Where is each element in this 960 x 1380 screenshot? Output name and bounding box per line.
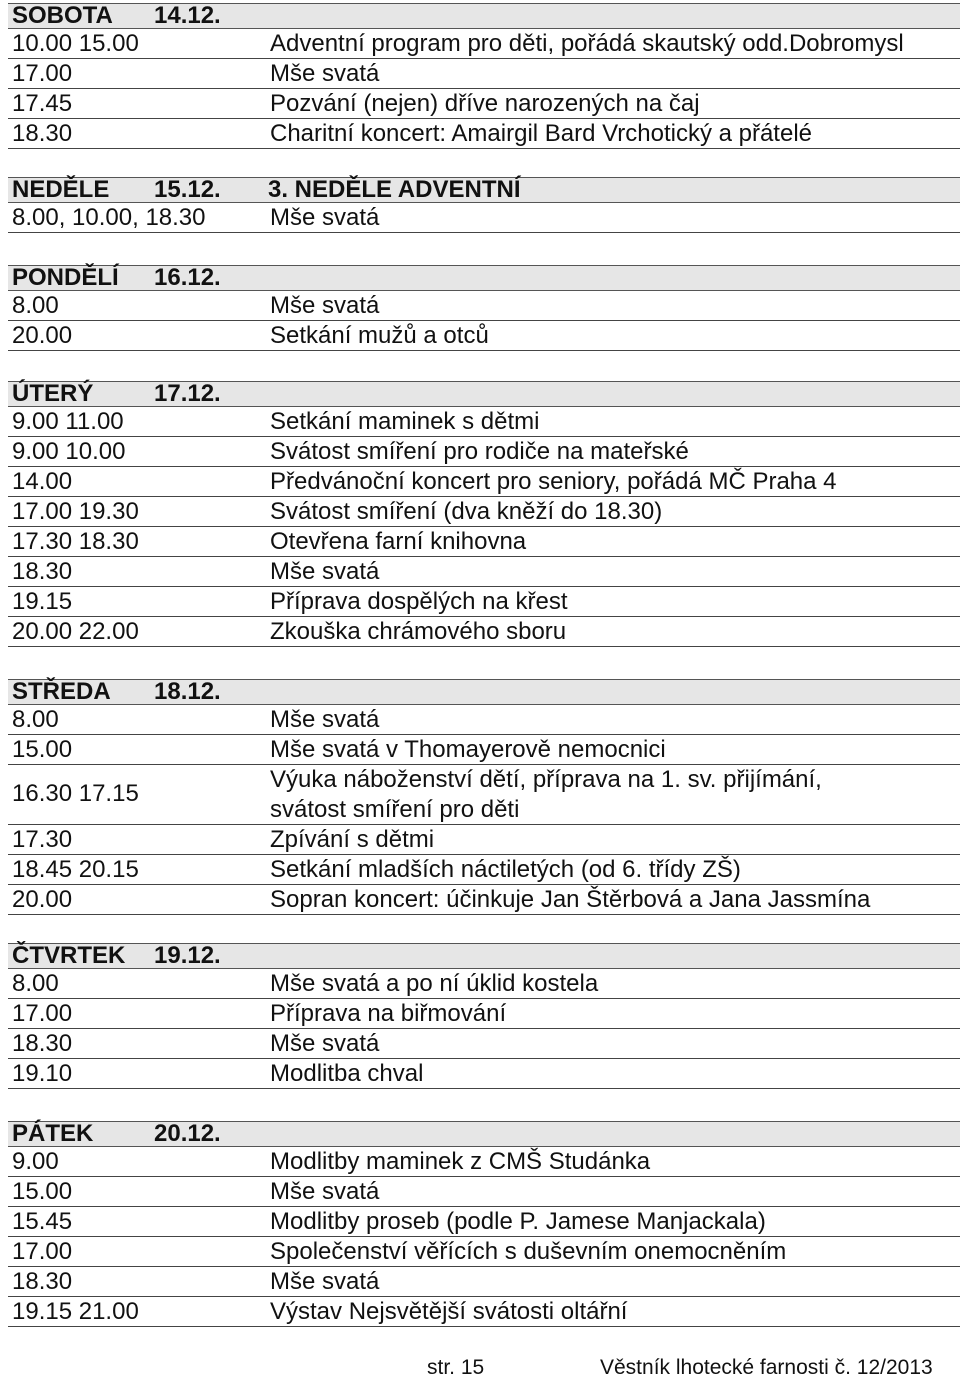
event-title: Výstav Nejsvětější svátosti oltářní [270, 1298, 628, 1325]
schedule-row [8, 1267, 960, 1297]
day-date: 19.12. [154, 942, 221, 969]
schedule-row [8, 1147, 960, 1177]
event-time: 17.30 [12, 826, 73, 853]
schedule-row [8, 321, 960, 351]
schedule-row [8, 825, 960, 855]
day-name: ČTVRTEK [12, 942, 126, 969]
event-title: Setkání mladších náctiletých (od 6. třídy ZŠ) [270, 856, 741, 883]
schedule-row [8, 527, 960, 557]
event-time: 14.00 [12, 468, 73, 495]
event-title: Modlitby maminek z CMŠ Studánka [270, 1148, 651, 1175]
event-title: Mše svatá v Thomayerově nemocnici [270, 736, 666, 763]
schedule-row [8, 497, 960, 527]
schedule-row [8, 437, 960, 467]
day-header [8, 265, 960, 291]
event-title: Setkání maminek s dětmi [270, 408, 540, 435]
day-section-tuesday [8, 381, 960, 647]
day-date: 16.12. [154, 264, 221, 291]
event-title: Mše svatá [270, 60, 380, 87]
schedule-row [8, 765, 960, 825]
event-title: Zpívání s dětmi [270, 826, 435, 853]
day-date: 14.12. [154, 2, 221, 29]
event-time: 15.00 [12, 736, 73, 763]
event-time: 18.30 [12, 1268, 73, 1295]
schedule-row [8, 59, 960, 89]
schedule-row [8, 467, 960, 497]
day-section-sunday [8, 177, 960, 233]
schedule-row [8, 1029, 960, 1059]
day-header [8, 679, 960, 705]
schedule-row [8, 1297, 960, 1327]
event-time: 19.15 [12, 588, 73, 615]
day-date: 15.12. [154, 176, 221, 203]
event-title: Mše svatá [270, 1178, 380, 1205]
event-time: 17.00 [12, 60, 73, 87]
event-time: 20.00 [12, 322, 73, 349]
schedule-row [8, 119, 960, 149]
event-time: 19.15 21.00 [12, 1298, 139, 1325]
page-number: str. 15 [427, 1356, 485, 1379]
event-time: 20.00 22.00 [12, 618, 139, 645]
day-name: STŘEDA [12, 678, 111, 705]
schedule-row [8, 969, 960, 999]
event-time: 18.30 [12, 120, 73, 147]
event-time: 15.00 [12, 1178, 73, 1205]
event-title: Charitní koncert: Amairgil Bard Vrchotický a přátelé [270, 120, 813, 147]
event-time: 17.00 [12, 1000, 73, 1027]
day-section-thursday [8, 943, 960, 1089]
event-time: 8.00 [12, 706, 59, 733]
journal-title: Věstník lhotecké farnosti č. 12/2013 [600, 1356, 933, 1379]
event-title: Mše svatá a po ní úklid kostela [270, 970, 599, 997]
event-title: Adventní program pro děti, pořádá skautský odd.Dobromysl [270, 30, 904, 57]
event-title: Svátost smíření (dva kněží do 18.30) [270, 498, 663, 525]
event-title [270, 765, 822, 825]
event-title: Modlitba chval [270, 1060, 424, 1087]
event-title: Mše svatá [270, 558, 380, 585]
day-section-wednesday [8, 679, 960, 915]
event-title: Mše svatá [270, 1030, 380, 1057]
schedule-row [8, 617, 960, 647]
schedule-row [8, 587, 960, 617]
event-title: Mše svatá [270, 706, 380, 733]
event-time: 17.45 [12, 90, 73, 117]
schedule-row [8, 291, 960, 321]
schedule-row [8, 1207, 960, 1237]
schedule-row [8, 203, 960, 233]
schedule-row [8, 89, 960, 119]
day-header [8, 943, 960, 969]
event-title: Příprava dospělých na křest [270, 588, 568, 615]
event-time: 17.30 18.30 [12, 528, 139, 555]
event-title: Zkouška chrámového sboru [270, 618, 567, 645]
event-time: 17.00 19.30 [12, 498, 139, 525]
event-title: Předvánoční koncert pro seniory, pořádá MČ Praha 4 [270, 468, 837, 495]
day-name: SOBOTA [12, 2, 113, 29]
event-title: Mše svatá [270, 204, 380, 231]
event-time: 15.45 [12, 1208, 73, 1235]
event-time: 10.00 15.00 [12, 30, 139, 57]
event-time: 17.00 [12, 1238, 73, 1265]
event-time: 8.00 [12, 292, 59, 319]
day-date: 20.12. [154, 1120, 221, 1147]
day-header [8, 177, 960, 203]
event-time: 8.00 [12, 970, 59, 997]
schedule-row [8, 999, 960, 1029]
day-header [8, 381, 960, 407]
event-time: 18.30 [12, 558, 73, 585]
schedule-row [8, 1237, 960, 1267]
day-name: PONDĚLÍ [12, 264, 119, 291]
event-title: Pozvání (nejen) dříve narozených na čaj [270, 90, 700, 117]
event-time: 8.00, 10.00, 18.30 [12, 204, 206, 231]
schedule-row [8, 557, 960, 587]
day-name: ÚTERÝ [12, 380, 94, 407]
event-time: 20.00 [12, 886, 73, 913]
schedule-row [8, 885, 960, 915]
day-name: PÁTEK [12, 1120, 94, 1147]
event-title: Mše svatá [270, 292, 380, 319]
day-section-monday [8, 265, 960, 351]
event-time: 9.00 10.00 [12, 438, 126, 465]
schedule-row [8, 1177, 960, 1207]
event-title: Setkání mužů a otců [270, 322, 489, 349]
event-title: Společenství věřících s duševním onemocněním [270, 1238, 787, 1265]
day-header [8, 1121, 960, 1147]
schedule-row [8, 705, 960, 735]
event-time: 18.30 [12, 1030, 73, 1057]
event-title: Příprava na biřmování [270, 1000, 507, 1027]
event-title: Svátost smíření pro rodiče na mateřské [270, 438, 689, 465]
event-time: 9.00 11.00 [12, 408, 124, 435]
day-date: 17.12. [154, 380, 221, 407]
day-note: 3. NEDĚLE ADVENTNÍ [268, 176, 521, 203]
schedule-row [8, 735, 960, 765]
event-title: Sopran koncert: účinkuje Jan Štěrbová a Jana Jassmína [270, 886, 871, 913]
event-title-line: svátost smíření pro děti [270, 796, 520, 823]
day-section-friday [8, 1121, 960, 1327]
event-time: 18.45 20.15 [12, 856, 139, 883]
schedule-row [8, 407, 960, 437]
event-time: 16.30 17.15 [12, 780, 139, 807]
day-name: NEDĚLE [12, 176, 110, 203]
day-date: 18.12. [154, 678, 221, 705]
event-title: Otevřena farní knihovna [270, 528, 527, 555]
day-section-saturday [8, 3, 960, 149]
schedule-row [8, 29, 960, 59]
event-title: Modlitby proseb (podle P. Jamese Manjackala) [270, 1208, 766, 1235]
schedule-row [8, 855, 960, 885]
event-title: Mše svatá [270, 1268, 380, 1295]
schedule-row [8, 1059, 960, 1089]
day-header [8, 3, 960, 29]
event-time: 9.00 [12, 1148, 59, 1175]
event-title-line: Výuka náboženství dětí, příprava na 1. sv. přijímání, [270, 766, 822, 793]
event-time: 19.10 [12, 1060, 73, 1087]
